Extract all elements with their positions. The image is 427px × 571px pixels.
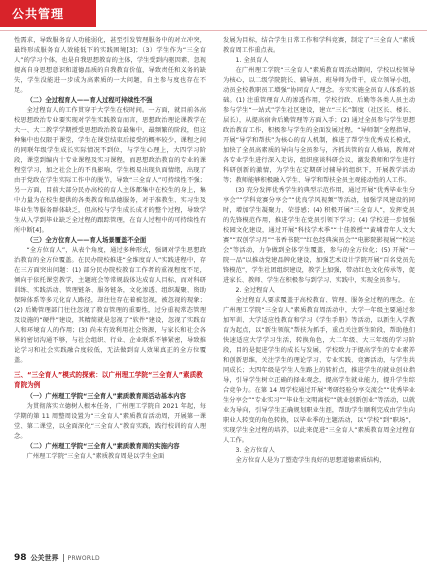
subsection-heading: （一）广州理工学院“三全育人”素质教育周活动基本内容 [26,393,186,400]
paragraph: 为贯彻落实立德树人根本任务，广州理工学院自 2021 年起，每学期的第 11 周整周设置为“三全育人”素质教育活动周，开展第一课堂、第二课堂，以全面深化“三全育人”教育实践，践行校训的育人理念。 [14,403,206,440]
header-band-rest [96,0,427,27]
paragraph: (3) 充分发挥优秀学生的典型示范作用，通过开展“优秀毕业生分享会”“学科竞赛分享会”“优良学风视频”等活动，加强学风建设的同时，增加学生凝聚力、荣誉感；(4) 积极开展“三全育人”，发挥党员的先锋模范作用，推进学生在党员引领下学习；(4) 学校进一步加强校园文化建设，通过开展“科技学术季”“十佳教授”“黄埔青年人文大赛”“双创学习月”“书香书院”“红色经典演员会”“电影院影视展”“校运会”等活动，力争做到全体学生覆盖，参与的全方位化；(5) 开展“一院一品”以推动党建品牌化建设，加强艺术设计学院开展“百名党员先锋模范”，学生社团组织建设，教学上加强，带动红色文化传承等，促进家长、教师、学生在积极参与到学习、实践中，实现全员参与。 [223,187,415,284]
paragraph: “全方位育人”，从表个角度，通过多种形式，强调对学生思想政治教育的全方位覆盖。在民办院校推进“全维度育人”实践进程中，存在三方面突出问题：(1) 部分民办院校教育工作者的重视程度不足，倾向于依托课堂教学，主题班会等常规载体达成育人目标，而对科研训练、实践活动、管理链条、服务链条，文化渗透、组织凝聚、资助保障体系等多元化育人路径，却往往存在着被忽视，被忽视的现象；(2) 后勤管理部门往往忽视了教育管理的重要性，过分重视常态管理及设施的“硬件”建设，其精简就是忽视了“软件”建设，忽视了实践育人和环境育人的作用；(3) 尚未有效利用社会资源，与家长和社会各界的密切沟通不够，与社会组织、行业、企业联系不够紧密，导致推论学习和社会实践融合度较低，无法做到育人效果真正的全方位覆盖。 [14,247,206,364]
magazine-name-en: PRWORLD [67,554,100,562]
footer-separator [63,554,64,562]
article-body [14,36,415,541]
left-column [14,36,206,541]
subsection-heading: （三）全方位育人——育人场景覆盖不全面 [26,237,147,244]
page-number: 98 [14,553,27,563]
paragraph: 在广州理工学院“三全育人”素质教育周活动期间，学校以校领导为核心，以二级学院院长、辅导员、班导师为骨干，成立领导小组，动员全校教职员工增强“协同育人”理念。夯实实施全员育人体系的基础。(1) 注重管理育人的渗透作用，学校行政、后勤等各类人员主动参与学生“一站式”学生社区建设，建立“三长”制度（社区长、楼长、层长），从提高宿舍后勤管理等方面入手；(2) 通过全员参与学生思想政治教育工作，积极参与学生的全面发展过程，“导师制”全程指导，开展“导学和帮扶”为核心的育人机制，推进了帮学生优秀成长模式，加快了全员高素质的导向与全员参与，齐抓共管的育人格局，教师对各专业学生进行深入走访，组织座谈科研会议，激发教师和学生进行科研创新的激情，为学生在定期研讨辅导的组织下，开展教学活动等；教师能够积极融入学生、导学和帮扶全员主观能动性的人工作。 [223,67,415,184]
page-footer [14,552,100,564]
paragraph-continued: 性需求，导致服务育人功能弱化，甚至引发管理服务中的对立冲突，最终形成服务育人效能低下的实践困境[3]；（3）学生作为“三全育人”的学习个体，也是自我思想教育的主体，学生受到内驱因素、忽视提高自身思想意识和道德品质的自我教育价值，导致责任和义务的缺失，学生没能进一步成为高素质的一大问题，自主参与度也存在不足。 [14,37,206,94]
paragraph: 全过程育人要求覆盖于高校教育、管理、服务全过程的理念。在广州理工学院“三全育人”素质教育周活动中，大学一年级主要通过参加军训、大学适应性教育和学习《学生手册》等活动，以新生入学教育为起点，以“新生领航”帮扶为抓手，重点关注新生阶段，帮助他们快速适应大学学习生活，转换角色，大二年级、大三年级的学习阶段，目的是促进学生的成长与发展，学校致力于提高学生的专业素养和创新思维，关注学生的理论学习、专业实践、竞赛活动，与学生共同成长；大四年级是学生人生路上的转折点，推进学生的就业创业指导，引导学生树立正确的择业观念，提高学生就业能力，提升学生综合竞争力。在第 14 周学校通过开展“考研经验分享交流会”“优秀毕业生分享会”“专业实习”“毕业生文明离校”“就业创新创业”等活动，以就业为导向，引导学生正确规划职业生涯，帮助学生顺利完成由学生向职业人转变的角色转换，以毕业季的主题活动，以“学校”到“职场”，实现学生全过程的培养，以此来促进“三全育人”素质教育周全过程育人工作。 [223,297,415,444]
right-column [223,36,415,541]
header-divider [0,30,427,31]
numbered-heading: 2. 全过程育人 [235,287,275,294]
paragraph: 广州理工学院“三全育人”素质教育周是以学生全面 [26,453,165,460]
paragraph: 全过程育人的工作贯穿于大学生在校时间。一方面，就目前各高校思想政治专业要实现对学生实践教育而言，思想政治理论课教学在大一、大二教学学期授受思想政治教育最集中，最频繁的阶段，但这种集中也仅限于课堂，学生在课堂结束后接受的概率较少，课程之间的同联年级学生成长实际情况不到位，与学生心理上，大四学习阶段，课堂到编内十专业课程及实习课程，而思想政治教育的专业的课程堂学习，加之社会上的不良影响，学生极易出现负面情绪，出现了由于党政在学生实际工作中的脱节，导致“三全育人”可持续性不强；另一方面，目前大部分民办高校的育人主体都集中在校生的身上，集中力量为在校生提供的各类教育和品德服务，对于准教生、实习生及毕业生等服务群体缺乏，但高校与学生成长成才的整个过程，导致学生从入学到毕业缺乏全过程的跟踪管理，在育人过程中的可持续性有所中断[4]。 [14,107,206,234]
paragraph: 全方位育人是为了塑造学生良好的思想道德素质结构， [235,457,386,464]
magazine-name: 公关世界 [30,554,59,562]
numbered-heading: 3. 全方位育人 [235,447,275,454]
subsection-heading: （二）全过程育人——育人过程可持续性不强 [26,97,153,104]
section-header [0,0,427,27]
numbered-heading: 1. 全员育人 [235,57,269,64]
section-heading: 三、“三全育人”模式的探索：以广州理工学院“三全育人”素质教育院为例 [14,371,203,389]
section-title: 公共管理 [0,0,96,27]
paragraph-continued: 发展为目标，结合学生日常工作和学科竞赛，制定了“三全育人”素质教育周工作重点表。 [223,37,415,54]
subsection-heading: （二）广州理工学院“三全育人”素质教育周的实施内容 [26,443,180,450]
